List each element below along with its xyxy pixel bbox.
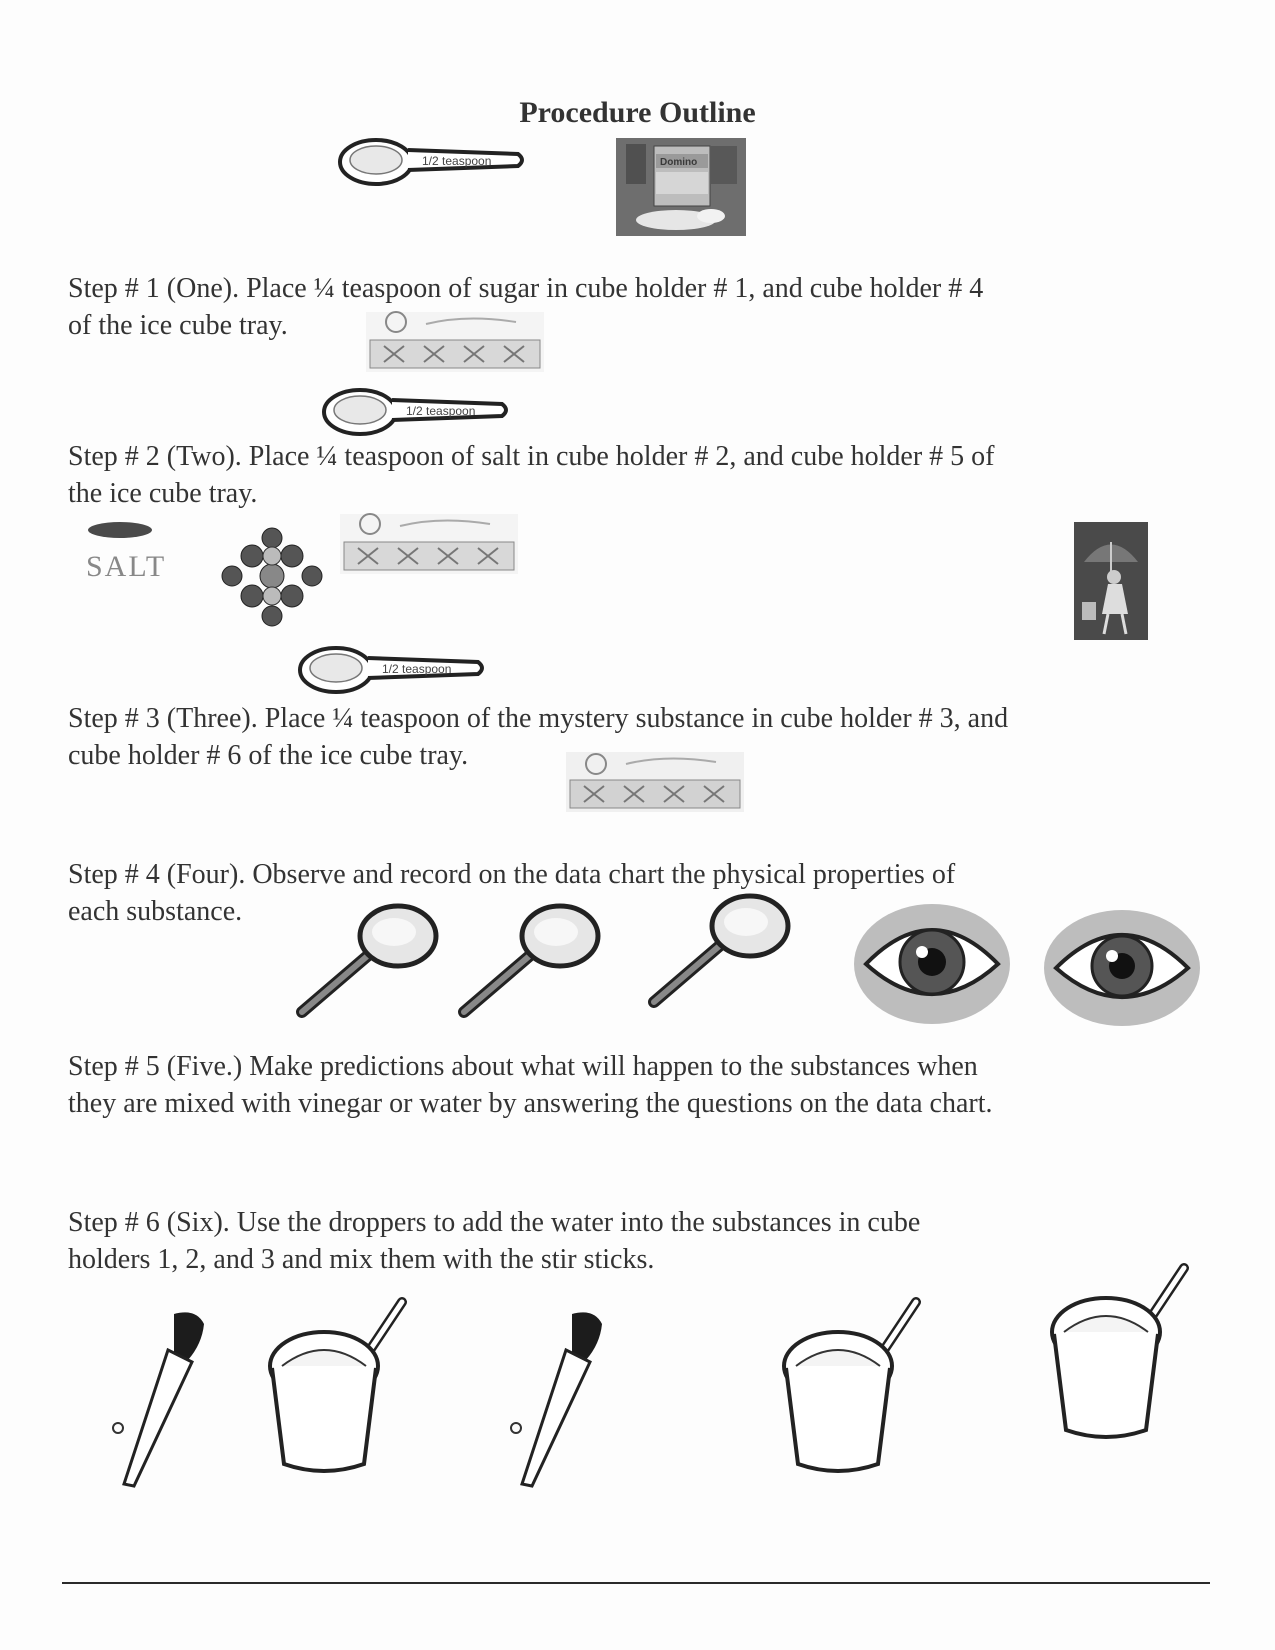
step-1-line-1: Step # 1 (One). Place ¼ teaspoon of sugar in cube holder # 1, and cube holder # 4 xyxy=(68,273,984,304)
step-2-line-1: Step # 2 (Two). Place ¼ teaspoon of salt in cube holder # 2, and cube holder # 5 of xyxy=(68,441,995,472)
sugar-box-label: Domino xyxy=(660,157,698,168)
step-6-line-2: holders 1, 2, and 3 and mix them with the stir sticks. xyxy=(68,1244,655,1275)
magnifying-glass-icon xyxy=(646,892,796,1010)
spoon-label: 1/2 teaspoon xyxy=(406,404,476,418)
salt-shaker-icon xyxy=(86,520,156,540)
ice-cube-tray-icon xyxy=(566,752,744,812)
dropper-icon xyxy=(104,1304,214,1494)
magnifying-glass-icon xyxy=(294,902,444,1020)
step-2 xyxy=(68,438,1228,512)
measuring-spoon-icon xyxy=(338,134,528,190)
step-5-line-1: Step # 5 (Five.) Make predictions about what will happen to the substances when xyxy=(68,1051,978,1082)
sugar-box-image xyxy=(616,138,746,236)
step-1-line-2: of the ice cube tray. xyxy=(68,310,288,341)
step-3-line-2: cube holder # 6 of the ice cube tray. xyxy=(68,740,469,771)
ice-cube-tray-icon xyxy=(366,312,544,372)
eye-icon xyxy=(852,900,1012,1028)
step-1 xyxy=(68,270,1228,344)
eye-icon xyxy=(1042,906,1202,1030)
spoon-label: 1/2 teaspoon xyxy=(382,662,452,676)
step-4-line-1: Step # 4 (Four). Observe and record on the data chart the physical properties of xyxy=(68,859,956,890)
dropper-icon xyxy=(502,1304,612,1494)
step-3-line-1: Step # 3 (Three). Place ¼ teaspoon of the mystery substance in cube holder # 3, and xyxy=(68,703,1009,734)
spoon-label: 1/2 teaspoon xyxy=(422,154,492,168)
step-5-line-2: they are mixed with vinegar or water by answering the questions on the data chart. xyxy=(68,1088,993,1119)
measuring-spoon-icon xyxy=(298,642,488,698)
stirring-cup-icon xyxy=(780,1296,930,1476)
ice-cube-tray-icon xyxy=(340,514,518,574)
step-5 xyxy=(68,1048,1228,1122)
measuring-spoon-icon xyxy=(322,384,512,440)
salt-label: SALT xyxy=(86,550,167,583)
step-2-line-2: the ice cube tray. xyxy=(68,478,258,509)
step-6-line-1: Step # 6 (Six). Use the droppers to add the water into the substances in cube xyxy=(68,1207,921,1238)
page-title: Procedure Outline xyxy=(519,96,756,129)
page-bottom-rule xyxy=(62,1582,1210,1584)
stirring-cup-icon xyxy=(266,1296,416,1476)
magnifying-glass-icon xyxy=(456,902,606,1020)
salt-box-image xyxy=(1074,522,1148,640)
step-4-line-2: each substance. xyxy=(68,896,243,927)
salt-molecule-icon xyxy=(218,528,326,632)
stirring-cup-icon xyxy=(1048,1262,1198,1442)
